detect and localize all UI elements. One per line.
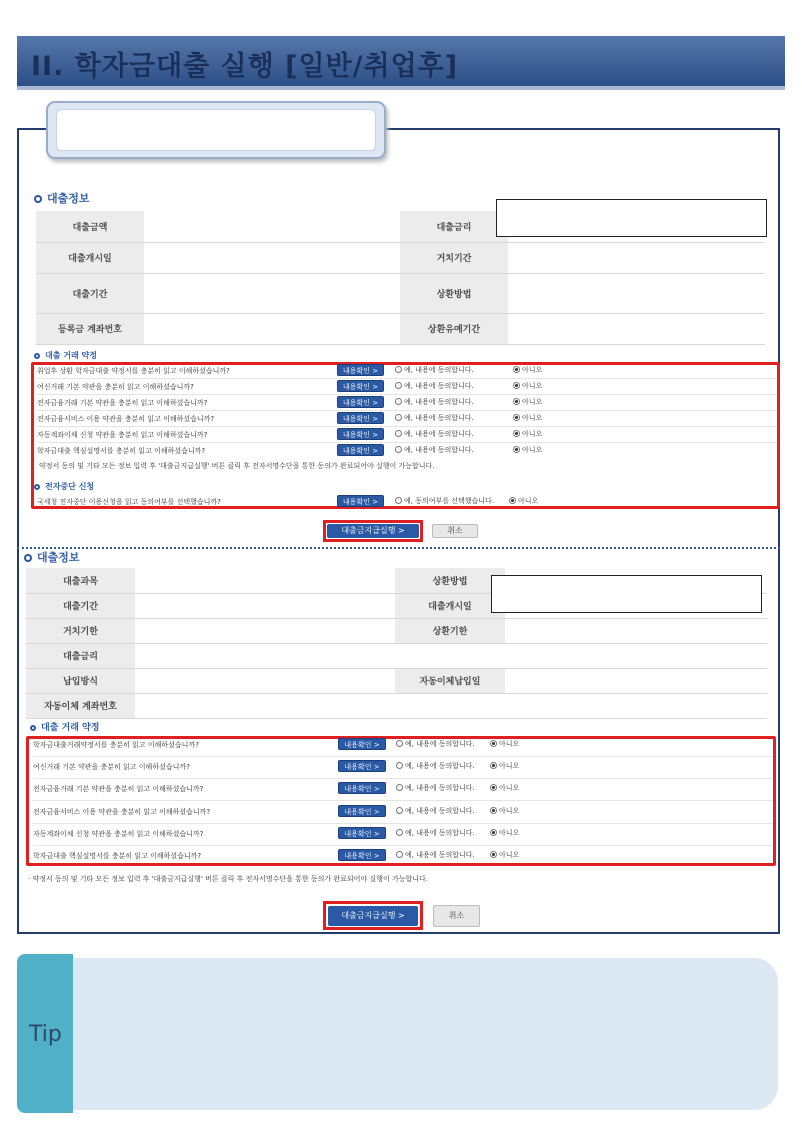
terms-heading-1: [34, 350, 97, 361]
agree-option[interactable]: [396, 828, 475, 838]
content-check-button[interactable]: 내용확인 >: [337, 364, 384, 376]
table-label: 자동이체 계좌번호: [26, 693, 135, 718]
radio-selected-icon: [509, 497, 516, 504]
agree-option[interactable]: [395, 381, 474, 391]
terms-row: [37, 364, 777, 378]
table-value: [135, 693, 767, 718]
table-row: [26, 668, 767, 693]
terms-note-2: · 약정서 동의 및 기타 모든 정보 입력 후 '대출금지급실행' 버튼 클릭 후 전자서명수단을 통한 동의가 완료되어야 실행이 가능합니다.: [28, 875, 428, 883]
table-label: 대출금리: [400, 211, 508, 242]
table-label: 상환방법: [395, 568, 505, 593]
section-pill-inner: [56, 109, 376, 151]
table-value: [135, 593, 395, 618]
agree-text: 예, 내용에 동의합니다.: [405, 829, 475, 837]
agree-option[interactable]: [395, 445, 474, 455]
radio-icon: [395, 430, 402, 437]
table-value: [144, 242, 400, 273]
radio-icon: [396, 829, 403, 836]
terms-question: 전자금융서비스 이용 약관을 충분히 읽고 이해하셨습니까?: [33, 808, 211, 816]
loan-exec-button-2[interactable]: 대출금지급실행 >: [328, 906, 418, 926]
terms-question: 취업후 상환 학자금대출 약정서를 충분히 읽고 이해하셨습니까?: [37, 367, 230, 375]
agree-option[interactable]: [396, 783, 475, 793]
radio-selected-icon: [490, 740, 497, 747]
stop-disagree-text: 아니오: [518, 497, 539, 505]
agree-text: 예, 내용에 동의합니다.: [404, 366, 474, 374]
divider: [37, 442, 777, 443]
terms-row: [33, 760, 773, 774]
divider: [37, 426, 777, 427]
table-value: [505, 618, 767, 643]
content-check-button[interactable]: 내용확인 >: [337, 495, 384, 507]
agree-option[interactable]: [396, 850, 475, 860]
content-check-button[interactable]: 내용확인 >: [338, 738, 386, 750]
agree-option[interactable]: [395, 429, 474, 439]
radio-selected-icon: [513, 446, 520, 453]
disagree-text: 아니오: [522, 382, 543, 390]
section-divider: [17, 547, 780, 549]
divider: [33, 800, 773, 801]
stop-heading: [34, 481, 94, 492]
stop-heading-text: 전자중단 신청: [45, 482, 95, 491]
redaction-box-2: [491, 575, 762, 613]
radio-selected-icon: [490, 851, 497, 858]
terms-question: 학자금대출 핵심설명서를 충분히 읽고 이해하셨습니까?: [37, 447, 206, 455]
content-check-button[interactable]: 내용확인 >: [337, 380, 384, 392]
table-value: [144, 211, 400, 242]
table-value: [135, 643, 767, 668]
disagree-option[interactable]: [490, 806, 519, 816]
radio-icon: [395, 382, 402, 389]
divider: [33, 756, 773, 757]
stop-disagree-option[interactable]: [509, 496, 538, 506]
disagree-option[interactable]: [490, 828, 519, 838]
table-value: [144, 313, 400, 344]
loan-exec-button-1[interactable]: 대출금지급실행 >: [327, 524, 419, 538]
terms-row: [33, 827, 773, 841]
disagree-option[interactable]: [490, 739, 519, 749]
agree-text: 예, 내용에 동의합니다.: [405, 762, 475, 770]
terms-row: [33, 782, 773, 796]
bullet-icon: [34, 195, 42, 203]
disagree-option[interactable]: [513, 429, 542, 439]
radio-icon: [395, 446, 402, 453]
radio-selected-icon: [513, 366, 520, 373]
tip-label: Tip: [29, 1022, 62, 1047]
disagree-text: 아니오: [522, 430, 543, 438]
content-check-button[interactable]: 내용확인 >: [338, 849, 386, 861]
disagree-option[interactable]: [490, 850, 519, 860]
loan-info-heading-text: 대출정보: [37, 551, 80, 564]
radio-icon: [395, 414, 402, 421]
terms-question: 여신거래 기본 약관을 충분히 읽고 이해하셨습니까?: [33, 763, 190, 771]
agree-text: 예, 내용에 동의합니다.: [405, 851, 475, 859]
radio-selected-icon: [490, 784, 497, 791]
table-label: 거치기한: [26, 618, 135, 643]
disagree-option[interactable]: [513, 365, 542, 375]
table-row: [26, 693, 767, 718]
section-pill: [46, 101, 386, 159]
content-check-button[interactable]: 내용확인 >: [338, 805, 386, 817]
terms-question: 전자금융거래 기본 약관을 충분히 읽고 이해하셨습니까?: [33, 785, 204, 793]
terms-question: 학자금대출거래약정서를 충분히 읽고 이해하셨습니까?: [33, 741, 199, 749]
divider: [33, 778, 773, 779]
disagree-option[interactable]: [513, 445, 542, 455]
terms-row: [37, 428, 777, 442]
radio-icon: [395, 497, 402, 504]
table-row: [26, 643, 767, 668]
table-label: 대출개시일: [395, 593, 505, 618]
radio-selected-icon: [513, 430, 520, 437]
agree-text: 예, 내용에 동의합니다.: [405, 740, 475, 748]
agree-text: 예, 내용에 동의합니다.: [405, 807, 475, 815]
stop-row: [37, 495, 777, 509]
loan-info-heading-1: [34, 190, 90, 206]
agree-option[interactable]: [396, 761, 475, 771]
agree-text: 예, 내용에 동의합니다.: [404, 430, 474, 438]
divider: [37, 410, 777, 411]
cancel-button-1[interactable]: 취소: [432, 524, 478, 538]
table-row: [36, 273, 765, 313]
radio-icon: [396, 784, 403, 791]
table-value: [135, 668, 395, 693]
terms-row: [33, 849, 773, 863]
disagree-text: 아니오: [499, 740, 520, 748]
agree-option[interactable]: [395, 397, 474, 407]
radio-selected-icon: [513, 414, 520, 421]
content-check-button[interactable]: 내용확인 >: [337, 428, 384, 440]
radio-selected-icon: [513, 398, 520, 405]
content-check-button[interactable]: 내용확인 >: [338, 760, 386, 772]
loan-info-heading-text: 대출정보: [47, 192, 90, 205]
table-value: [508, 273, 765, 313]
content-check-button[interactable]: 내용확인 >: [338, 827, 386, 839]
terms-heading-text: 대출 거래 약정: [41, 723, 100, 733]
table-label: 대출기간: [36, 273, 144, 313]
table-value: [505, 668, 767, 693]
terms-question: 여신거래 기본 약관을 충분히 읽고 이해하셨습니까?: [37, 383, 194, 391]
table-label: 납입방식: [26, 668, 135, 693]
table-label: 거치기간: [400, 242, 508, 273]
disagree-option[interactable]: [490, 761, 519, 771]
disagree-option[interactable]: [513, 397, 542, 407]
terms-heading-2: [30, 720, 99, 733]
stop-agree-option[interactable]: [395, 496, 494, 506]
table-value: [508, 313, 765, 344]
terms-heading-text: 대출 거래 약정: [45, 351, 97, 360]
terms-question: 전자금융서비스 이용 약관을 충분히 읽고 이해하셨습니까?: [37, 415, 215, 423]
stop-agree-text: 예, 동의여부를 선택했습니다.: [404, 497, 495, 505]
agree-text: 예, 내용에 동의합니다.: [404, 414, 474, 422]
table-value: [144, 273, 400, 313]
cancel-button-2[interactable]: 취소: [433, 905, 480, 927]
table-row: [36, 242, 765, 273]
radio-selected-icon: [490, 762, 497, 769]
agree-text: 예, 내용에 동의합니다.: [404, 446, 474, 454]
radio-selected-icon: [513, 382, 520, 389]
terms-question: 전자금융거래 기본 약관을 충분히 읽고 이해하셨습니까?: [37, 399, 208, 407]
disagree-text: 아니오: [522, 446, 543, 454]
radio-icon: [395, 366, 402, 373]
terms-row: [33, 805, 773, 819]
disagree-option[interactable]: [513, 413, 542, 423]
radio-icon: [396, 851, 403, 858]
title-bar: [17, 36, 785, 90]
divider: [33, 823, 773, 824]
disagree-text: 아니오: [522, 398, 543, 406]
divider: [37, 378, 777, 379]
content-check-button[interactable]: 내용확인 >: [337, 444, 384, 456]
disagree-text: 아니오: [522, 366, 543, 374]
table-label: 자동이체납입일: [395, 668, 505, 693]
radio-icon: [396, 762, 403, 769]
divider: [37, 394, 777, 395]
terms-question: 자동계좌이체 신청 약관을 충분히 읽고 이해하셨습니까?: [37, 431, 208, 439]
loan-info-heading-2: [24, 549, 80, 565]
tip-body: [73, 958, 778, 1110]
table-label: 상환유예기간: [400, 313, 508, 344]
terms-question: 학자금대출 핵심설명서를 충분히 읽고 이해하셨습니까?: [33, 852, 202, 860]
table-value: [508, 242, 765, 273]
radio-icon: [395, 398, 402, 405]
table-row: [36, 313, 765, 344]
stop-question: 국세청 전자중단 이용신청을 읽고 동의여부를 선택했습니까?: [37, 498, 221, 506]
disagree-text: 아니오: [499, 762, 520, 770]
content-check-button[interactable]: 내용확인 >: [338, 782, 386, 794]
table-label: 대출개시일: [36, 242, 144, 273]
page-title: II. 학자금대출 실행 [일반/취업후]: [31, 51, 459, 82]
table-label: 대출금리: [26, 643, 135, 668]
agree-text: 예, 내용에 동의합니다.: [404, 382, 474, 390]
content-check-button[interactable]: 내용확인 >: [337, 396, 384, 408]
table-value: [135, 618, 395, 643]
redaction-box-1: [496, 199, 767, 237]
disagree-option[interactable]: [513, 381, 542, 391]
table-row: [26, 618, 767, 643]
divider: [33, 845, 773, 846]
bullet-icon: [30, 725, 36, 731]
disagree-text: 아니오: [499, 851, 520, 859]
terms-question: 자동계좌이체 신청 약관을 충분히 읽고 이해하셨습니까?: [33, 830, 204, 838]
radio-selected-icon: [490, 807, 497, 814]
bullet-icon: [24, 554, 32, 562]
table-label: 등록금 계좌번호: [36, 313, 144, 344]
agree-option[interactable]: [395, 365, 474, 375]
disagree-text: 아니오: [499, 784, 520, 792]
agree-text: 예, 내용에 동의합니다.: [405, 784, 475, 792]
disagree-option[interactable]: [490, 783, 519, 793]
terms-row: [37, 444, 777, 458]
content-check-button[interactable]: 내용확인 >: [337, 412, 384, 424]
radio-icon: [396, 807, 403, 814]
table-value: [135, 568, 395, 593]
terms-row: [37, 396, 777, 410]
table-label: 상환기한: [395, 618, 505, 643]
disagree-text: 아니오: [499, 807, 520, 815]
agree-option[interactable]: [396, 806, 475, 816]
radio-icon: [396, 740, 403, 747]
terms-row: [37, 412, 777, 426]
radio-selected-icon: [490, 829, 497, 836]
table-label: 대출금액: [36, 211, 144, 242]
terms-row: [37, 380, 777, 394]
bullet-icon: [34, 484, 40, 490]
disagree-text: 아니오: [522, 414, 543, 422]
agree-text: 예, 내용에 동의합니다.: [404, 398, 474, 406]
disagree-text: 아니오: [499, 829, 520, 837]
table-label: 대출과목: [26, 568, 135, 593]
agree-option[interactable]: [396, 739, 475, 749]
bullet-icon: [34, 353, 40, 359]
table-label: 상환방법: [400, 273, 508, 313]
exec-highlight-1: [323, 520, 423, 542]
terms-note-1: 약정서 동의 및 기타 모든 정보 입력 후 '대출금지급실행' 버튼 클릭 후 전자서명수단을 통한 동의가 완료되어야 실행이 가능합니다.: [39, 462, 435, 470]
agree-option[interactable]: [395, 413, 474, 423]
terms-row: [33, 738, 773, 752]
exec-highlight-2: [323, 901, 423, 930]
table-label: 대출기간: [26, 593, 135, 618]
